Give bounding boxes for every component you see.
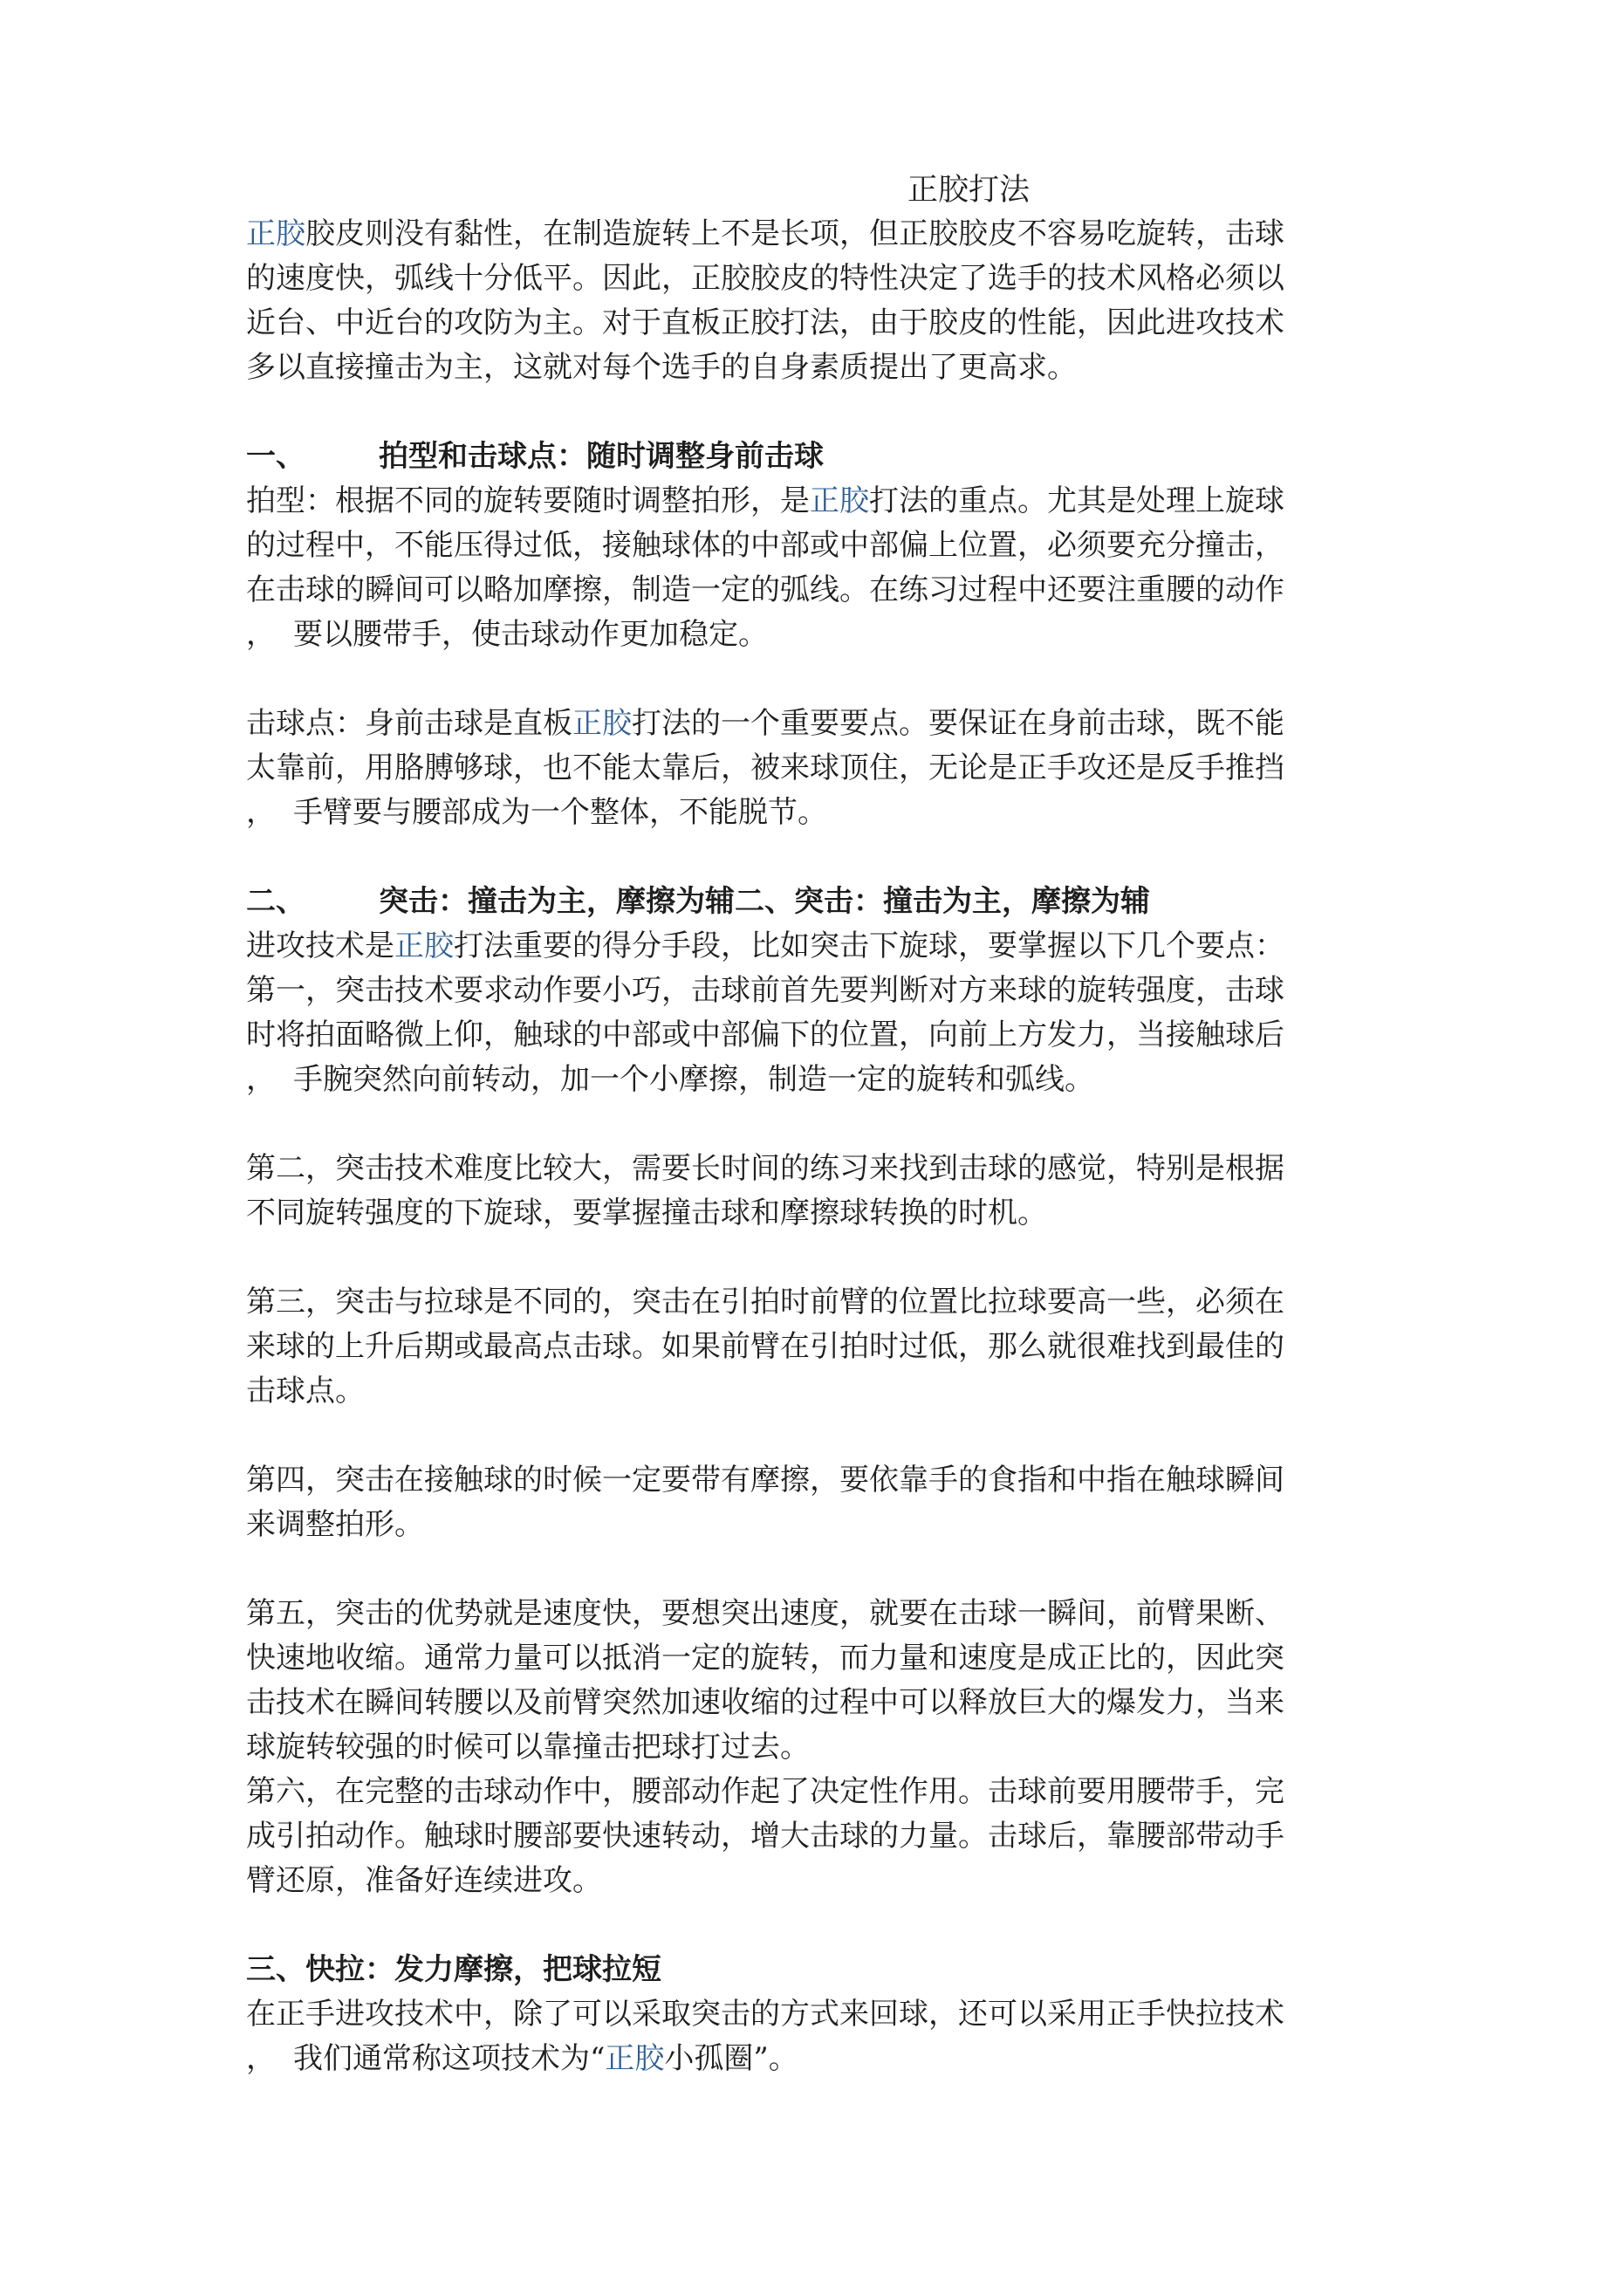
paragraph-line: 在击球的瞬间可以略加摩擦，制造一定的弧线。在练习过程中还要注重腰的动作 [246, 572, 1284, 607]
paragraph-line: 第五，突击的优势就是速度快，要想突出速度，就要在击球一瞬间，前臂果断、 [246, 1596, 1284, 1631]
paragraph-line [246, 479, 1407, 524]
intro-line: 多以直接撞击为主，这就对每个选手的自身素质提出了更高求。 [246, 350, 1077, 385]
text-run: ， [246, 2041, 276, 2076]
section-number: 二、 [246, 884, 305, 919]
paragraph-line: 不同旋转强度的下旋球，要掌握撞击球和摩擦球转换的时机。 [246, 1196, 1047, 1230]
text-run: 小孤圈”。 [664, 2041, 798, 2076]
blank-line [246, 657, 1407, 702]
blank-line [246, 1903, 1407, 1948]
paragraph-line: 来调整拍形。 [246, 1507, 424, 1542]
text-run: ， [246, 617, 276, 652]
paragraph-line: 击球点。 [246, 1374, 365, 1408]
paragraph-line [246, 1058, 1407, 1102]
text-run: 手腕突然向前转动，加一个小摩擦，制造一定的旋转和弧线。 [293, 1062, 1094, 1097]
paragraph-line: 快速地收缩。通常力量可以抵消一定的旋转，而力量和速度是成正比的，因此突 [246, 1641, 1284, 1676]
zhengjiao-link[interactable]: 正胶 [246, 216, 305, 251]
zhengjiao-link[interactable]: 正胶 [605, 2041, 665, 2076]
paragraph-line: 第二，突击技术难度比较大，需要长时间的练习来找到击球的感觉，特别是根据 [246, 1151, 1284, 1186]
blank-line [246, 1236, 1407, 1280]
paragraph-line: 第六，在完整的击球动作中，腰部动作起了决定性作用。击球前要用腰带手，完 [246, 1774, 1284, 1809]
paragraph-line [246, 702, 1407, 746]
blank-line [246, 835, 1407, 880]
document-title: 正胶打法 [907, 173, 1031, 208]
paragraph-line: 来球的上升后期或最高点击球。如果前臂在引拍时过低，那么就很难找到最佳的 [246, 1329, 1284, 1364]
paragraph-line [246, 613, 1407, 657]
paragraph-line: 第一，突击技术要求动作要小巧，击球前首先要判断对方来球的旋转强度，击球 [246, 973, 1284, 1008]
section-2-heading [246, 880, 1407, 924]
zhengjiao-link[interactable]: 正胶 [394, 929, 454, 963]
text-run: 打法的重点。尤其是处理上旋球 [869, 483, 1284, 518]
paragraph-line: 第四，突击在接触球的时候一定要带有摩擦，要依靠手的食指和中指在触球瞬间 [246, 1463, 1284, 1498]
text-run: 打法重要的得分手段，比如突击下旋球，要掌握以下几个要点： [454, 929, 1284, 963]
text-run: 我们通常称这项技术为“ [293, 2041, 606, 2076]
intro-line: 近台、中近台的攻防为主。对于直板正胶打法，由于胶皮的性能，因此进攻技术 [246, 305, 1284, 340]
document-body [246, 212, 1407, 2081]
section-number: 一、 [246, 439, 305, 474]
intro-line [246, 212, 1407, 257]
text-run: ， [246, 1062, 276, 1097]
paragraph-line: 击技术在瞬间转腰以及前臂突然加速收缩的过程中可以释放巨大的爆发力，当来 [246, 1685, 1284, 1720]
paragraph-line: 太靠前，用胳膊够球，也不能太靠后，被来球顶住，无论是正手攻还是反手推挡 [246, 750, 1284, 785]
zhengjiao-link[interactable]: 正胶 [572, 706, 632, 741]
text-run: 击球点：身前击球是直板 [246, 706, 572, 741]
text-run: 胶皮则没有黏性，在制造旋转上不是长项，但正胶胶皮不容易吃旋转，击球 [305, 216, 1284, 251]
text-run: ， [246, 795, 276, 830]
heading-text: 突击：撞击为主，摩擦为辅二、突击：撞击为主，摩擦为辅 [379, 884, 1150, 919]
paragraph-line [246, 791, 1407, 835]
text-run: 进攻技术是 [246, 929, 394, 963]
zhengjiao-link[interactable]: 正胶 [810, 483, 869, 518]
paragraph-line: 在正手进攻技术中，除了可以采取突击的方式来回球，还可以采用正手快拉技术 [246, 1997, 1284, 2032]
text-run: 手臂要与腰部成为一个整体，不能脱节。 [293, 795, 827, 830]
blank-line [246, 1414, 1407, 1458]
heading-text: 拍型和击球点：随时调整身前击球 [379, 439, 824, 474]
paragraph-line: 臂还原，准备好连续进攻。 [246, 1863, 602, 1898]
paragraph-line: 球旋转较强的时候可以靠撞击把球打过去。 [246, 1730, 810, 1765]
section-1-heading [246, 435, 1407, 479]
text-run: 打法的一个重要要点。要保证在身前击球，既不能 [632, 706, 1284, 741]
paragraph-line [246, 924, 1407, 969]
paragraph-line: 的过程中，不能压得过低，接触球体的中部或中部偏上位置，必须要充分撞击， [246, 528, 1284, 563]
paragraph-line: 成引拍动作。触球时腰部要快速转动，增大击球的力量。击球后，靠腰部带动手 [246, 1819, 1284, 1854]
text-run: 拍型：根据不同的旋转要随时调整拍形，是 [246, 483, 810, 518]
section-3-heading: 三、快拉：发力摩擦，把球拉短 [246, 1952, 661, 1987]
paragraph-line: 第三，突击与拉球是不同的，突击在引拍时前臂的位置比拉球要高一些，必须在 [246, 1285, 1284, 1319]
text-run: 要以腰带手，使击球动作更加稳定。 [293, 617, 768, 652]
paragraph-line [246, 2037, 1407, 2081]
blank-line [246, 1102, 1407, 1147]
blank-line [246, 390, 1407, 435]
blank-line [246, 1547, 1407, 1592]
paragraph-line: 时将拍面略微上仰，触球的中部或中部偏下的位置，向前上方发力，当接触球后 [246, 1018, 1284, 1052]
intro-line: 的速度快，弧线十分低平。因此，正胶胶皮的特性决定了选手的技术风格必须以 [246, 261, 1284, 296]
